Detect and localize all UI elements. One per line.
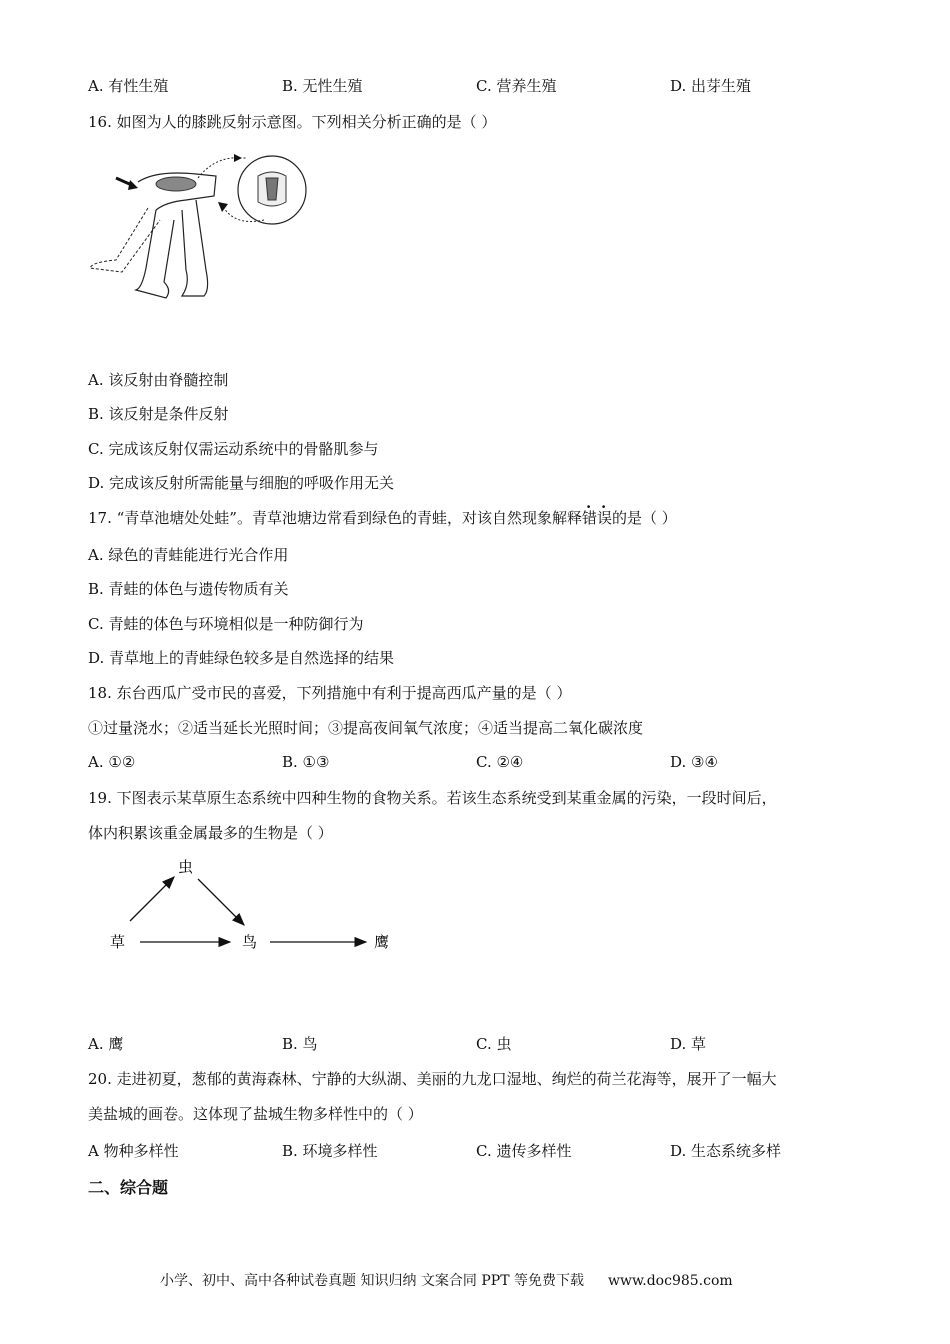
q16-stem: 16. 如图为人的膝跳反射示意图。下列相关分析正确的是（ ） <box>88 113 497 131</box>
q15-option-a: A. 有性生殖 <box>88 77 169 95</box>
q17-stem-pre: 17. “青草池塘处处蛙”。青草池塘边常看到绿色的青蛙，对该自然现象解释 <box>88 509 582 527</box>
extended-leg-dashed <box>90 208 160 272</box>
q16-option-c: C. 完成该反射仅需运动系统中的骨骼肌参与 <box>88 440 379 458</box>
q17-option-d: D. 青草地上的青蛙绿色较多是自然选择的结果 <box>88 649 395 667</box>
q18-option-c: C. ②④ <box>476 753 524 771</box>
q17-stem-emphasis-1: 错 <box>581 509 597 527</box>
quadriceps-muscle <box>156 177 196 191</box>
q15-option-c: C. 营养生殖 <box>476 77 557 95</box>
q19-stem-line2: 体内积累该重金属最多的生物是（ ） <box>88 824 333 842</box>
q15-option-d: D. 出芽生殖 <box>670 77 752 95</box>
q18-option-b: B. ①③ <box>282 753 330 771</box>
q16-option-a: A. 该反射由脊髓控制 <box>88 371 229 389</box>
q17-stem <box>88 508 677 528</box>
q16-option-b: B. 该反射是条件反射 <box>88 405 229 423</box>
q20-option-b: B. 环境多样性 <box>282 1142 378 1160</box>
q15-option-b: B. 无性生殖 <box>282 77 363 95</box>
arrow-grass-to-insect <box>130 877 174 921</box>
footer-url[interactable]: www.doc985.com <box>607 1273 733 1289</box>
q17-option-a: A. 绿色的青蛙能进行光合作用 <box>88 546 289 564</box>
lower-leg <box>136 210 174 298</box>
q19-option-d: D. 草 <box>670 1035 707 1053</box>
q19-stem-line1: 19. 下图表示某草原生态系统中四种生物的食物关系。若该生态系统受到某重金属的污染，一段时间后， <box>88 789 777 807</box>
q20-option-a: A 物种多样性 <box>88 1142 179 1160</box>
page-footer <box>160 1270 733 1290</box>
food-web-eagle: 鹰 <box>374 933 390 951</box>
q20-option-d: D. 生态系统多样 <box>670 1142 782 1160</box>
q17-option-c: C. 青蛙的体色与环境相似是一种防御行为 <box>88 615 364 633</box>
q20-option-c: C. 遗传多样性 <box>476 1142 572 1160</box>
support-leg <box>182 200 208 296</box>
q18-stem: 18. 东台西瓜广受市民的喜爱，下列措施中有利于提高西瓜产量的是（ ） <box>88 684 572 702</box>
arrow-insect-to-bird <box>198 879 244 925</box>
q19-option-c: C. 虫 <box>476 1035 512 1053</box>
section-heading: 二、综合题 <box>88 1178 169 1197</box>
footer-text: 小学、初中、高中各种试卷真题 知识归纳 文案合同 PPT 等免费下载 <box>160 1273 584 1289</box>
q16-option-d: D. 完成该反射所需能量与细胞的呼吸作用无关 <box>88 474 395 492</box>
q20-stem-line1: 20. 走进初夏，葱郁的黄海森林、宁静的大纵湖、美丽的九龙口湿地、绚烂的荷兰花海等，展开了一幅大 <box>88 1070 777 1088</box>
q17-stem-emphasis-2: 误 <box>596 509 612 527</box>
knee-reflex-figure <box>86 150 326 310</box>
food-web-bird: 鸟 <box>242 933 258 951</box>
food-web-diagram <box>100 855 410 965</box>
q18-option-a: A. ①② <box>88 753 136 771</box>
food-web-grass: 草 <box>110 933 126 951</box>
spinal-gray-matter <box>266 178 278 200</box>
q17-option-b: B. 青蛙的体色与遗传物质有关 <box>88 580 289 598</box>
q20-stem-line2: 美盐城的画卷。这体现了盐城生物多样性中的（ ） <box>88 1105 423 1123</box>
q18-measures: ①过量浇水；②适当延长光照时间；③提高夜间氧气浓度；④适当提高二氧化碳浓度 <box>88 719 644 737</box>
q19-option-b: B. 鸟 <box>282 1035 318 1053</box>
q17-stem-post: 的是（ ） <box>612 509 677 527</box>
q19-option-a: A. 鹰 <box>88 1035 124 1053</box>
q18-option-d: D. ③④ <box>670 753 718 771</box>
food-web-insect: 虫 <box>178 858 194 876</box>
